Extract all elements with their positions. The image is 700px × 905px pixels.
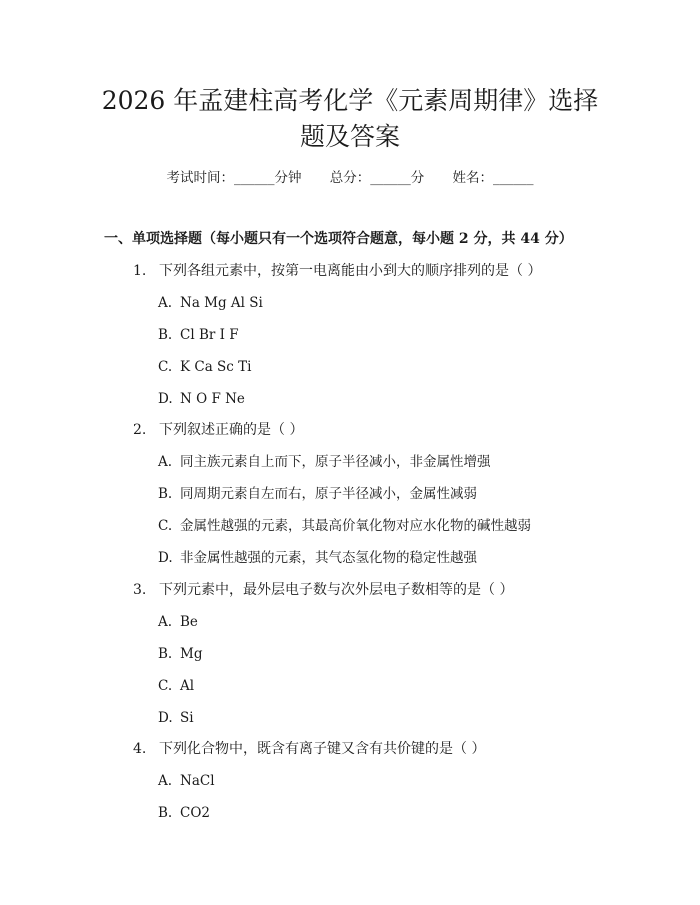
option-text: 同主族元素自上而下，原子半径减小，非金属性增强 — [180, 454, 491, 470]
option-letter: B. — [158, 805, 173, 821]
question-3-stem — [133, 580, 513, 600]
question-4-stem — [133, 739, 485, 759]
question-2-stem — [133, 420, 303, 440]
option-text: Al — [180, 678, 195, 694]
question-2-option-d — [158, 548, 477, 568]
option-text: CO2 — [180, 805, 210, 821]
question-2-option-c — [158, 516, 531, 536]
question-1-option-b — [158, 325, 239, 345]
option-letter: D. — [158, 391, 173, 407]
option-text: Be — [180, 614, 198, 630]
question-text: 下列化合物中，既含有离子键又含有共价键的是（ ） — [159, 741, 486, 757]
option-letter: A. — [158, 295, 173, 311]
option-letter: D. — [158, 710, 173, 726]
question-3-option-d — [158, 708, 194, 728]
question-number: 1. — [133, 263, 147, 279]
question-text: 下列元素中，最外层电子数与次外层电子数相等的是（ ） — [159, 582, 514, 598]
option-letter: C. — [158, 359, 173, 375]
option-text: K Ca Sc Ti — [180, 359, 252, 375]
option-text: NaCl — [180, 773, 215, 789]
question-number: 4. — [133, 741, 147, 757]
option-text: Si — [180, 710, 194, 726]
option-letter: B. — [158, 646, 173, 662]
question-4-option-a — [158, 771, 215, 791]
section-heading: 一、单项选择题（每小题只有一个选项符合题意，每小题 2 分，共 44 分） — [104, 231, 573, 247]
question-2-option-b — [158, 484, 477, 504]
question-3-option-c — [158, 676, 194, 696]
option-text: Cl Br I F — [180, 327, 239, 343]
option-letter: C. — [158, 518, 173, 534]
question-1-option-d — [158, 389, 245, 409]
total-score-field: 总分：______分 — [329, 170, 425, 186]
question-1-option-a — [158, 293, 263, 313]
option-text: 同周期元素自左而右，原子半径减小，金属性减弱 — [180, 486, 477, 502]
question-3-option-b — [158, 644, 202, 664]
option-text: 非金属性越强的元素，其气态氢化物的稳定性越强 — [180, 550, 477, 566]
option-letter: A. — [158, 773, 173, 789]
question-2-option-a — [158, 452, 491, 472]
exam-title-line-2: 题及答案 — [299, 122, 400, 151]
option-letter: A. — [158, 454, 173, 470]
exam-time-field: 考试时间：______分钟 — [166, 170, 302, 186]
exam-meta-row — [0, 168, 700, 188]
question-3-option-a — [158, 612, 198, 632]
question-number: 2. — [133, 422, 147, 438]
option-letter: C. — [158, 678, 173, 694]
question-4-option-b — [158, 803, 210, 823]
option-text: N O F Ne — [180, 391, 245, 407]
option-text: Na Mg Al Si — [180, 295, 263, 311]
question-text: 下列各组元素中，按第一电离能由小到大的顺序排列的是（ ） — [159, 263, 542, 279]
question-text: 下列叙述正确的是（ ） — [159, 422, 304, 438]
option-text: Mg — [180, 646, 203, 662]
option-letter: B. — [158, 327, 173, 343]
exam-title-line-1: 2026 年孟建柱高考化学《元素周期律》选择 — [101, 86, 599, 115]
question-number: 3. — [133, 582, 147, 598]
question-1-option-c — [158, 357, 251, 377]
option-letter: D. — [158, 550, 173, 566]
option-letter: B. — [158, 486, 173, 502]
student-name-field: 姓名：______ — [452, 170, 534, 186]
option-text: 金属性越强的元素，其最高价氧化物对应水化物的碱性越弱 — [180, 518, 531, 534]
question-1-stem — [133, 261, 541, 281]
option-letter: A. — [158, 614, 173, 630]
